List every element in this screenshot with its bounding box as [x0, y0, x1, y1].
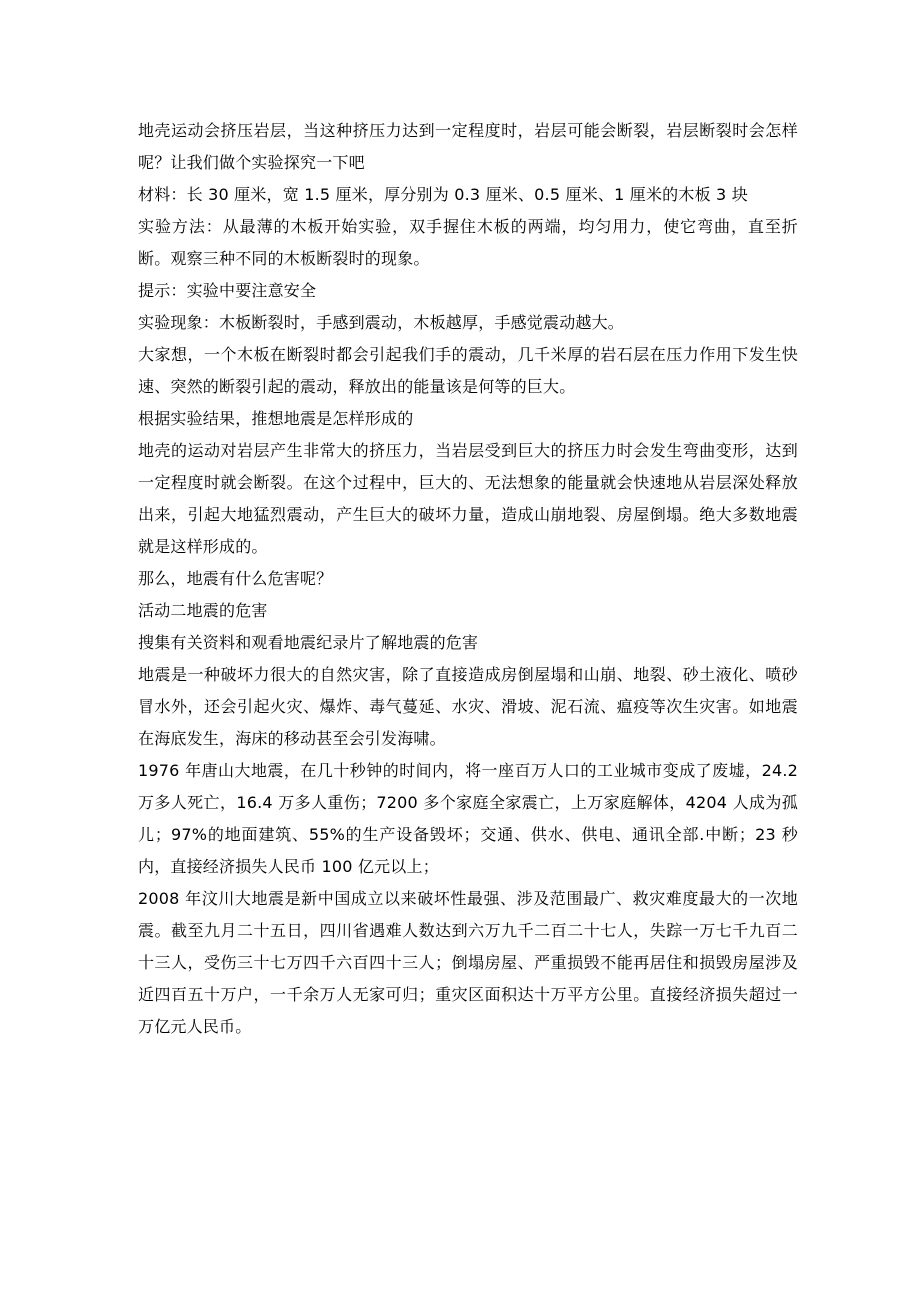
paragraph-activity-task: 搜集有关资料和观看地震纪录片了解地震的危害: [138, 633, 479, 652]
paragraph-phenomenon: 实验现象：木板断裂时，手感到震动，木板越厚，手感觉震动越大。: [138, 313, 625, 332]
paragraph-activity-title: 活动二地震的危害: [138, 601, 268, 620]
paragraph-question: 那么，地震有什么危害呢？: [138, 569, 333, 588]
paragraph-method: 实验方法：从最薄的木板开始实验，双手握住木板的两端，均匀用力，使它弯曲，直至折断。观察三种不同的木板断裂时的现象。: [138, 217, 798, 268]
document-body: [138, 115, 798, 1043]
paragraph-materials: 材料：长 30 厘米，宽 1.5 厘米，厚分别为 0.3 厘米、0.5 厘米、1 厘米的木板 3 块: [138, 185, 748, 204]
paragraph-wenchuan: 2008 年汶川大地震是新中国成立以来破坏性最强、涉及范围最广、救灾难度最大的一次地震。截至九月二十五日，四川省遇难人数达到六万九千二百二十七人，失踪一万七千九百二十三人，受伤三十七万四千六百四十三人；倒塌房屋、严重损毁不能再居住和损毁房屋涉及近四百五十万户，一千余万人无家可归；重灾区面积达十万平方公里。直接经济损失超过一万亿元人民币。: [138, 889, 798, 1036]
paragraph-intro: 地壳运动会挤压岩层，当这种挤压力达到一定程度时，岩层可能会断裂，岩层断裂时会怎样呢？让我们做个实验探究一下吧: [138, 121, 798, 172]
paragraph-tangshan: 1976 年唐山大地震，在几十秒钟的时间内，将一座百万人口的工业城市变成了废墟，24.2 万多人死亡，16.4 万多人重伤；7200 多个家庭全家震亡，上万家庭解体，4204 人成为孤儿；97%的地面建筑、55%的生产设备毁坏；交通、供水、供电、通讯全部.中断；23 秒内，直接经济损失人民币 100 亿元以上；: [138, 761, 798, 876]
paragraph-hazards: 地震是一种破坏力很大的自然灾害，除了直接造成房倒屋塌和山崩、地裂、砂土液化、喷砂冒水外，还会引起火灾、爆炸、毒气蔓延、水灾、滑坡、泥石流、瘟疫等次生灾害。如地震在海底发生，海床的移动甚至会引发海啸。: [138, 665, 798, 748]
paragraph-formation: 地壳的运动对岩层产生非常大的挤压力，当岩层受到巨大的挤压力时会发生弯曲变形，达到一定程度时就会断裂。在这个过程中，巨大的、无法想象的能量就会快速地从岩层深处释放出来，引起大地猛烈震动，产生巨大的破坏力量，造成山崩地裂、房屋倒塌。绝大多数地震就是这样形成的。: [138, 441, 798, 556]
paragraph-tip: 提示：实验中要注意安全: [138, 281, 317, 300]
paragraph-reflection: 大家想，一个木板在断裂时都会引起我们手的震动，几千米厚的岩石层在压力作用下发生快速、突然的断裂引起的震动，释放出的能量该是何等的巨大。: [138, 345, 798, 396]
paragraph-inference-heading: 根据实验结果，推想地震是怎样形成的: [138, 409, 414, 428]
